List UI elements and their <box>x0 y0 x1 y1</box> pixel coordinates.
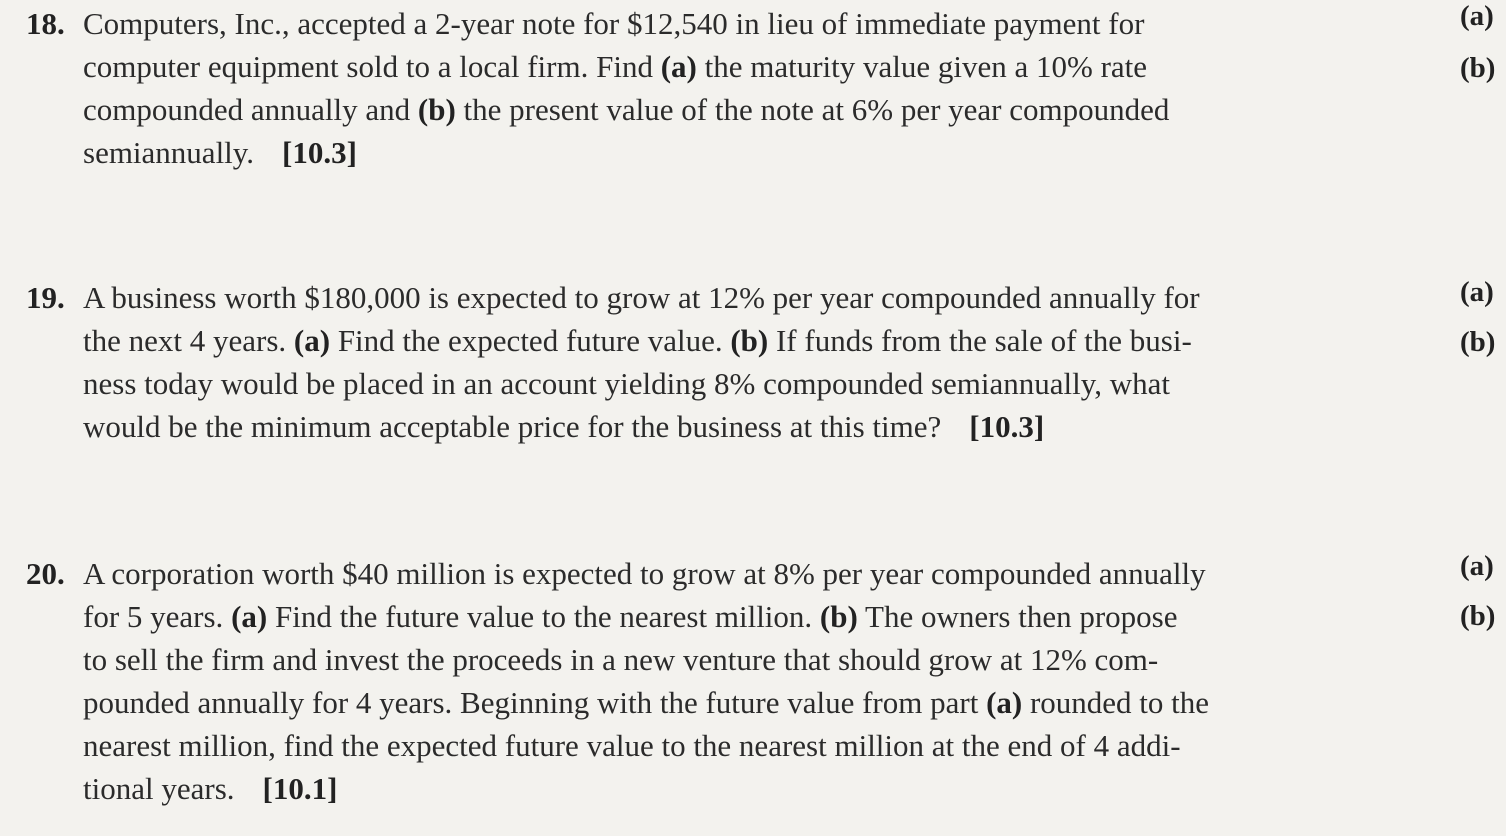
problem-line <box>26 638 1396 681</box>
problem-line <box>26 595 1396 638</box>
part-marker: (a) <box>986 685 1023 720</box>
problem-text: pounded annually for 4 years. Beginning with the future value from part (a) rounded to the <box>83 685 1210 720</box>
section-reference: [10.3] <box>969 409 1045 444</box>
problem-text: computer equipment sold to a local firm. Find (a) the maturity value given a 10% rate <box>83 49 1148 84</box>
problem-text: tional years. [10.1] <box>83 771 338 806</box>
problem-text: Computers, Inc., accepted a 2-year note for $12,540 in lieu of immediate payment for <box>83 6 1145 41</box>
problem-18 <box>26 2 1396 174</box>
problem-text: the next 4 years. (a) Find the expected future value. (b) If funds from the sale of the busi- <box>83 323 1192 358</box>
problem-number: 18. <box>26 6 65 41</box>
answer-label-b: (b) <box>1460 52 1496 84</box>
problem-line <box>26 767 1396 810</box>
section-reference: [10.3] <box>282 135 357 170</box>
problem-line <box>26 2 1396 45</box>
answer-label-a: (a) <box>1460 0 1494 32</box>
problem-line <box>26 362 1396 405</box>
problem-text: would be the minimum acceptable price for the business at this time? [10.3] <box>83 409 1045 444</box>
problem-number: 20. <box>26 556 65 591</box>
problem-line <box>26 131 1396 174</box>
problem-line <box>26 319 1396 362</box>
problem-19 <box>26 276 1396 448</box>
problem-line <box>26 552 1396 595</box>
problem-text: ness today would be placed in an account yielding 8% compounded semiannually, what <box>83 366 1171 401</box>
problem-text: to sell the firm and invest the proceeds in a new venture that should grow at 12% com- <box>83 642 1159 677</box>
problem-text: A corporation worth $40 million is expected to grow at 8% per year compounded annually <box>83 556 1206 591</box>
problem-text: nearest million, find the expected future value to the nearest million at the end of 4 addi- <box>83 728 1181 763</box>
problem-line <box>26 724 1396 767</box>
answer-label-b: (b) <box>1460 600 1496 632</box>
section-reference: [10.1] <box>262 771 338 806</box>
problem-text: compounded annually and (b) the present value of the note at 6% per year compounded <box>83 92 1170 127</box>
problem-text: semiannually. [10.3] <box>83 135 357 170</box>
part-marker: (b) <box>730 323 769 358</box>
problem-line <box>26 405 1396 448</box>
problem-line <box>26 681 1396 724</box>
part-marker: (b) <box>819 599 858 634</box>
answer-label-a: (a) <box>1460 550 1494 582</box>
problem-number: 19. <box>26 280 65 315</box>
part-marker: (a) <box>293 323 331 358</box>
problem-line <box>26 45 1396 88</box>
answer-label-b: (b) <box>1460 326 1496 358</box>
problem-line <box>26 276 1396 319</box>
part-marker: (a) <box>660 49 697 84</box>
problem-text: A business worth $180,000 is expected to grow at 12% per year compounded annually for <box>83 280 1200 315</box>
answer-label-a: (a) <box>1460 276 1494 308</box>
problem-line <box>26 88 1396 131</box>
part-marker: (b) <box>417 92 456 127</box>
problem-text: for 5 years. (a) Find the future value to the nearest million. (b) The owners then propose <box>83 599 1178 634</box>
problem-20 <box>26 552 1396 810</box>
part-marker: (a) <box>231 599 268 634</box>
